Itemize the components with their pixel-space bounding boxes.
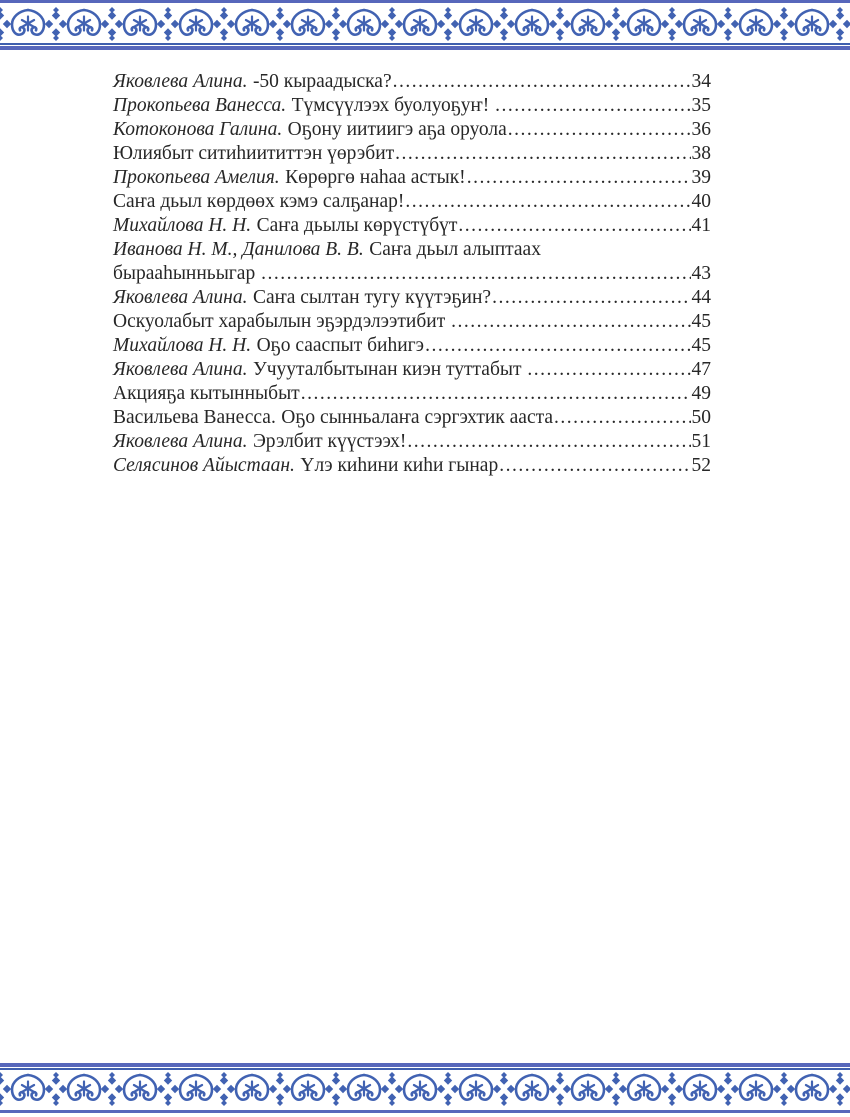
- entry-page-number: 35: [691, 95, 711, 116]
- top-ornament-border: [0, 0, 850, 50]
- toc-entry: [113, 214, 711, 238]
- entry-title: Оҕо сааспыт биһигэ: [256, 335, 425, 356]
- entry-author: Васильева Ванесса.: [113, 407, 276, 428]
- entry-title: Учууталбытынан киэн туттабыт: [252, 359, 527, 380]
- toc-entry: [113, 430, 711, 454]
- entry-title: Оҕо сынньалаҥа сэргэхтик ааста: [281, 407, 554, 428]
- dot-leader: [301, 382, 691, 406]
- toc-entry: [113, 118, 711, 142]
- entry-page-number: 51: [691, 431, 711, 452]
- toc-entry: [113, 286, 711, 310]
- entry-page-number: 44: [691, 287, 711, 308]
- entry-page-number: 41: [691, 215, 711, 236]
- toc-entry: [113, 310, 711, 334]
- top-border-thick-line: [0, 46, 850, 50]
- entry-page-number: 43: [691, 263, 711, 284]
- entry-title: Үлэ киһини киһи гынар: [300, 455, 499, 476]
- dot-leader: [492, 286, 690, 310]
- entry-page-number: 39: [691, 167, 711, 188]
- entry-page-number: 52: [691, 455, 711, 476]
- entry-title: бырааһынньыгар: [113, 263, 261, 284]
- toc-entry: [113, 166, 711, 190]
- dot-leader: [458, 214, 690, 238]
- entry-title: Саҥа сылтан тугу күүтэҕин?: [252, 287, 492, 308]
- dot-leader: [405, 190, 690, 214]
- toc-entry: [113, 94, 711, 118]
- dot-leader: [393, 70, 691, 94]
- entry-title: Саҥа дьылы көрүстүбүт: [256, 215, 458, 236]
- entry-author: Котоконова Галина.: [113, 119, 283, 140]
- entry-page-number: 40: [691, 191, 711, 212]
- dot-leader: [495, 94, 690, 118]
- entry-author: Михайлова Н. Н.: [113, 215, 252, 236]
- entry-title: Көрөргө наһаа астык!: [285, 167, 466, 188]
- toc-entry: [113, 238, 711, 262]
- entry-author: Яковлева Алина.: [113, 359, 248, 380]
- entry-title: Оскуолабыт харабылын эҕэрдэлээтибит: [113, 311, 451, 332]
- dot-leader: [508, 118, 691, 142]
- entry-author: Яковлева Алина.: [113, 71, 248, 92]
- dot-leader: [395, 142, 690, 166]
- entry-title: Юлиябыт ситиһиититтэн үөрэбит: [113, 143, 395, 164]
- toc-entry: [113, 406, 711, 430]
- entry-title: Эрэлбит күүстээх!: [252, 431, 407, 452]
- dot-leader: [467, 166, 691, 190]
- dot-leader: [554, 406, 690, 430]
- bottom-ornament-band: [0, 1071, 850, 1107]
- entry-page-number: 38: [691, 143, 711, 164]
- bottom-border-outer-line: [0, 1110, 850, 1113]
- bottom-ornament-border: [0, 1063, 850, 1117]
- entry-page-number: 47: [691, 359, 711, 380]
- entry-title: Оҕону иитиигэ аҕа оруола: [287, 119, 507, 140]
- dot-leader: [499, 454, 690, 478]
- toc-entry: [113, 334, 711, 358]
- entry-author: Яковлева Алина.: [113, 287, 248, 308]
- entry-page-number: 50: [691, 407, 711, 428]
- dot-leader: [407, 430, 690, 454]
- entry-page-number: 49: [691, 383, 711, 404]
- toc-entry: [113, 262, 711, 286]
- entry-author: Иванова Н. М., Данилова В. В.: [113, 239, 364, 260]
- toc-list: [113, 70, 711, 478]
- toc-entry: [113, 358, 711, 382]
- entry-author: Михайлова Н. Н.: [113, 335, 252, 356]
- toc-entry: [113, 142, 711, 166]
- entry-title: -50 кыраадыска?: [252, 71, 392, 92]
- dot-leader: [527, 358, 690, 382]
- entry-title: Саҥа дьыл алыптаах: [369, 239, 541, 260]
- entry-page-number: 36: [691, 119, 711, 140]
- entry-author: Прокопьева Ванесса.: [113, 95, 287, 116]
- entry-author: Селясинов Айыстаан.: [113, 455, 295, 476]
- dot-leader: [451, 310, 690, 334]
- toc-entry: [113, 70, 711, 94]
- toc-entry: [113, 190, 711, 214]
- entry-page-number: 45: [691, 311, 711, 332]
- entry-title: Акцияҕа кытынныбыт: [113, 383, 300, 404]
- entry-author: Прокопьева Амелия.: [113, 167, 280, 188]
- entry-title: Түмсүүлээх буолуоҕуҥ!: [291, 95, 495, 116]
- entry-page-number: 34: [691, 71, 711, 92]
- toc-entry: [113, 382, 711, 406]
- top-ornament-band: [0, 6, 850, 42]
- entry-page-number: 45: [691, 335, 711, 356]
- dot-leader: [425, 334, 690, 358]
- toc-entry: [113, 454, 711, 478]
- entry-title: Саҥа дьыл көрдөөх кэмэ салҕанар!: [113, 191, 405, 212]
- entry-author: Яковлева Алина.: [113, 431, 248, 452]
- dot-leader: [261, 262, 690, 286]
